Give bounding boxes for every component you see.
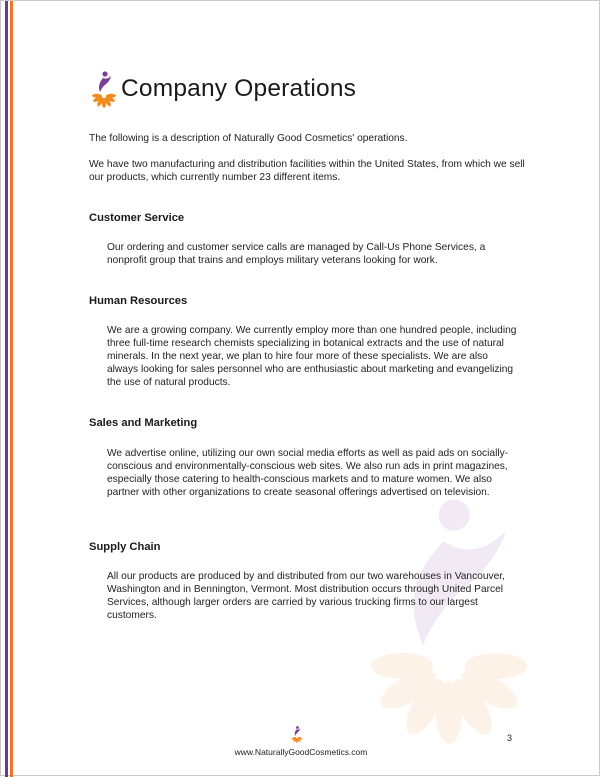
orange-side-stripe xyxy=(10,1,13,777)
page-number: 3 xyxy=(507,733,513,743)
section-heading-supply-chain: Supply Chain xyxy=(89,541,161,553)
footer-website-link[interactable]: www.NaturallyGoodCosmetics.com xyxy=(234,747,368,757)
section-body-supply-chain: All our products are produced by and distributed from our two warehouses in Vancouver, Washington and in Bennington, Vermont. Most distribution occurs through United Parcel Services, although larger orders are carried by various trucking firms to our largest customers. xyxy=(107,571,505,621)
section-heading-human-resources: Human Resources xyxy=(89,295,188,307)
footer-lotus-icon xyxy=(290,725,304,743)
section-heading-customer-service: Customer Service xyxy=(89,212,185,224)
purple-side-stripe xyxy=(5,1,8,777)
section-body-sales-marketing: We advertise online, utilizing our own social media efforts as well as paid ads on socially-conscious and environmentally-conscious web sites. We also run ads in print magazines, especially those catering to health-conscious markets and to mature women. We also partner with other organizations to create seasonal offerings advertised on television. xyxy=(107,448,509,498)
section-heading-sales-marketing: Sales and Marketing xyxy=(89,417,198,429)
lotus-person-icon xyxy=(89,70,119,108)
page-header xyxy=(89,69,356,109)
section-body-human-resources: We are a growing company. We currently employ more than one hundred people, including three full-time research chemists specializing in botanical extracts and the use of natural minerals. In the next year, we plan to hire four more of these specialists. We are also always looking for sales personnel who are enthusiastic about marketing and evangelizing the use of natural products. xyxy=(107,325,517,388)
intro-paragraph-2: We have two manufacturing and distribution facilities within the United States, from which we sell our products, which currently number 23 different items. xyxy=(89,159,525,183)
page-title: Company Operations xyxy=(121,75,357,102)
intro-paragraph-1: The following is a description of Naturally Good Cosmetics' operations. xyxy=(89,133,408,144)
section-body-customer-service: Our ordering and customer service calls are managed by Call-Us Phone Services, a nonprofit group that trains and employs military veterans looking for work. xyxy=(107,242,486,266)
